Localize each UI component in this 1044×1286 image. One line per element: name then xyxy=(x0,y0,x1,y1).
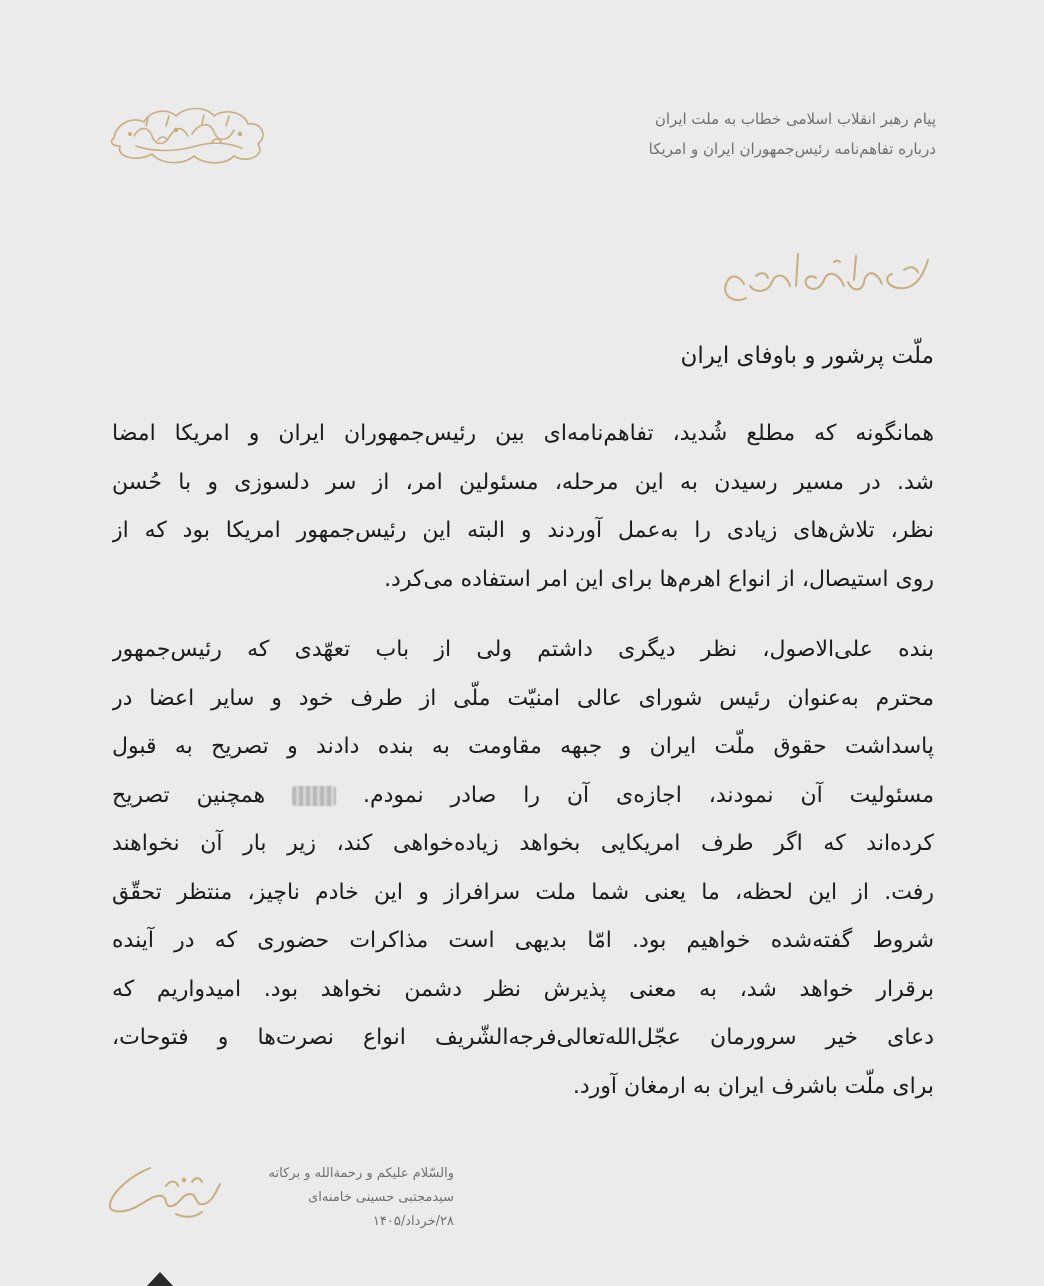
header-subtitle: درباره تفاهم‌نامه رئیس‌جمهوران ایران و امریکا xyxy=(648,140,936,158)
blurred-word xyxy=(292,786,336,806)
header-title: پیام رهبر انقلاب اسلامی خطاب به ملت ایران xyxy=(654,110,936,128)
paragraph-line-start: مسئولیت آن نمودند، اجازه‌ی آن را صادر نمودم. xyxy=(362,782,934,808)
header xyxy=(476,104,936,164)
salutation: ملّت پرشور و باوفای ایران xyxy=(680,343,934,369)
paragraph-line: نظر، تلاش‌های زیادی را به‌عمل آوردند و البته این رئیس‌جمهور امریکا بود که از xyxy=(112,518,934,543)
closing-name: سیدمجتبی حسینی خامنه‌ای xyxy=(308,1190,454,1205)
paragraph-line: بنده علی‌الاصول، نظر دیگری داشتم ولی از باب تعهّدی که رئیس‌جمهور xyxy=(112,637,934,662)
signature-icon xyxy=(106,1160,226,1226)
paragraph-line: رفت. از این لحظه، ما یعنی شما ملت سرافراز و این خادم ناچیز، منتظر تحقّق xyxy=(112,879,934,905)
calligraphy-seal-icon xyxy=(106,104,270,166)
paragraph-line: پاسداشت حقوق ملّت ایران و جبهه مقاومت به بنده دادند و تصریح به قبول xyxy=(112,734,934,759)
paragraph-line: شد. در مسیر رسیدن به این مرحله، مسئولین امر، از سر دلسوزی و با حُسن xyxy=(112,469,934,495)
paragraph-line: برقرار خواهد شد، به معنی پذیرش نظر دشمن نخواهد بود. امیدواریم که xyxy=(112,976,934,1002)
paragraph-line-end: همچنین تصریح xyxy=(112,782,266,808)
paragraph-line: شروط گفته‌شده خواهیم بود. امّا بدیهی است مذاکرات حضوری که در آینده xyxy=(112,928,934,953)
paragraph-2 xyxy=(112,626,934,1111)
closing-greeting: والسّلام علیکم و رحمة‌الله و برکاته xyxy=(268,1166,454,1181)
paragraph-line xyxy=(112,772,934,821)
paragraph-1 xyxy=(112,410,934,604)
paragraph-line: روی استیصال، از انواع اهرم‌ها برای این امر استفاده می‌کرد. xyxy=(384,566,934,592)
paragraph-line: برای ملّت باشرف ایران به ارمغان آورد. xyxy=(572,1073,934,1099)
paragraph-line: کرده‌اند که اگر طرف امریکایی بخواهد زیاده‌خواهی کند، زیر بار آن نخواهند xyxy=(112,831,934,856)
closing xyxy=(194,1162,454,1234)
paragraph-line: دعای خیر سرورمان عجّل‌الله‌تعالی‌فرجه‌الشّریف انواع نصرت‌ها و فتوحات، xyxy=(112,1025,934,1050)
basmala-calligraphy-icon xyxy=(716,240,936,310)
diamond-ornament-icon xyxy=(147,1272,173,1286)
paragraph-line: همانگونه که مطلع شُدید، تفاهم‌نامه‌ای بین رئیس‌جمهوران ایران و امریکا امضا xyxy=(112,421,934,446)
paragraph-line: محترم به‌عنوان رئیس شورای عالی امنیّت ملّی از طرف خود و سایر اعضا در xyxy=(112,685,934,711)
closing-date: ۲۸/خرداد/۱۴۰۵ xyxy=(372,1214,454,1229)
